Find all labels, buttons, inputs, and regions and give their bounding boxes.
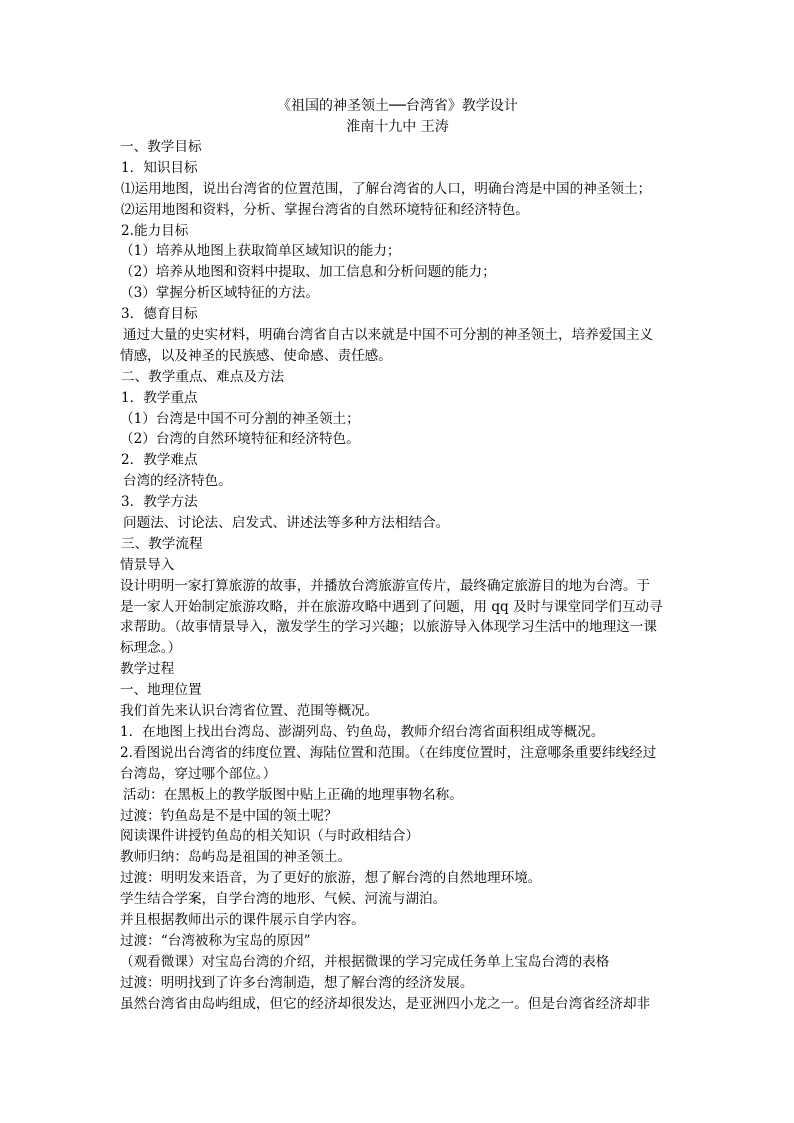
text-line: （2）台湾的自然环境特征和经济特色。	[120, 431, 360, 448]
subsection-heading: 2．教学难点	[121, 452, 198, 469]
subsection-heading: 3．教学方法	[121, 494, 198, 511]
section-heading: 三、教学流程	[121, 535, 203, 552]
text-line: 活动：在黑板上的教学版图中贴上正确的地理事物名称。	[123, 786, 463, 803]
text-line: （观看微课）对宝岛台湾的介绍，并根据微课的学习完成任务单上宝岛台湾的表格	[120, 953, 610, 970]
text-line: 学生结合学案，自学台湾的地形、气候、河流与湖泊。	[120, 891, 447, 908]
text-line: 教师归纳：岛屿岛是祖国的神圣领土。	[120, 849, 352, 866]
text-line: 台湾岛，穿过哪个部位。）	[120, 765, 277, 782]
text-line: 虽然台湾省由岛屿组成，但它的经济却很发达，是亚洲四小龙之一。但是台湾省经济却非	[120, 995, 651, 1012]
text-line: 过渡：明明发来语音，为了更好的旅游，想了解台湾的自然地理环境。	[120, 870, 542, 887]
text-line: 是一家人开始制定旅游攻略，并在旅游攻略中遇到了问题，用 qq 及时与课堂同学们互动寻	[120, 598, 663, 615]
text-line: （2）培养从地图和资料中提取、加工信息和分析问题的能力；	[120, 264, 496, 281]
text-line: ⑵运用地图和资料，分析、掌握台湾省的自然环境特征和经济特色。	[121, 201, 529, 218]
subsection-heading: 3．德育目标	[121, 306, 198, 323]
text-line: 通过大量的史实材料，明确台湾省自古以来就是中国不可分割的神圣领土，培养爱国主义	[123, 327, 654, 344]
text-line: 标理念。）	[120, 640, 182, 657]
text-line: 我们首先来认识台湾省位置、范围等概况。	[120, 703, 379, 720]
section-heading: 一、地理位置	[120, 682, 202, 699]
text-line: ⑴运用地图，说出台湾省的位置范围，了解台湾省的人口，明确台湾是中国的神圣领土；	[121, 180, 652, 197]
text-line: （1）培养从地图上获取简单区域知识的能力；	[120, 243, 401, 260]
subsection-heading: 1．教学重点	[121, 389, 198, 406]
document-author: 淮南十九中 王涛	[346, 119, 449, 135]
text-line: 并且根据教师出示的课件展示自学内容。	[120, 911, 365, 928]
text-line: 2.看图说出台湾省的纬度位置、海陆位置和范围。（在纬度位置时，注意哪条重要纬线经过	[120, 744, 657, 761]
document-body	[120, 137, 676, 1014]
text-line: （1）台湾是中国不可分割的神圣领土；	[120, 410, 360, 427]
subsection-heading: 2.能力目标	[121, 222, 189, 239]
text-line: 阅读课件讲授钓鱼岛的相关知识（与时政相结合）	[120, 828, 420, 845]
text-line: 情感，以及神圣的民族感、使命感、责任感。	[120, 347, 392, 364]
section-heading: 二、教学重点、难点及方法	[121, 368, 285, 385]
section-heading: 情景导入	[120, 556, 175, 573]
subsection-heading: 1．知识目标	[121, 159, 198, 176]
document-title: 《祖国的神圣领土──台湾省》教学设计	[277, 98, 518, 114]
text-line: 过渡：“台湾被称为宝岛的原因”	[120, 932, 311, 949]
section-heading: 一、教学目标	[120, 139, 202, 155]
text-line: 求帮助。（故事情景导入，激发学生的学习兴趣；以旅游导入体现学习生活中的地理这一课	[120, 619, 657, 636]
text-line: 台湾的经济特色。	[123, 473, 232, 490]
text-line: 问题法、讨论法、启发式、讲述法等多种方法相结合。	[123, 515, 450, 532]
section-heading: 教学过程	[120, 661, 175, 678]
text-line: （3）掌握分析区域特征的方法。	[120, 285, 319, 302]
text-line: 设计明明一家打算旅游的故事，并播放台湾旅游宣传片，最终确定旅游目的地为台湾。于	[120, 577, 651, 594]
text-line: 1．在地图上找出台湾岛、澎湖列岛、钓鱼岛，教师介绍台湾省面积组成等概况。	[120, 723, 605, 740]
text-line: 过渡：明明找到了许多台湾制造，想了解台湾的经济发展。	[120, 974, 474, 991]
text-line: 过渡：钓鱼岛是不是中国的领土呢？	[120, 807, 338, 824]
